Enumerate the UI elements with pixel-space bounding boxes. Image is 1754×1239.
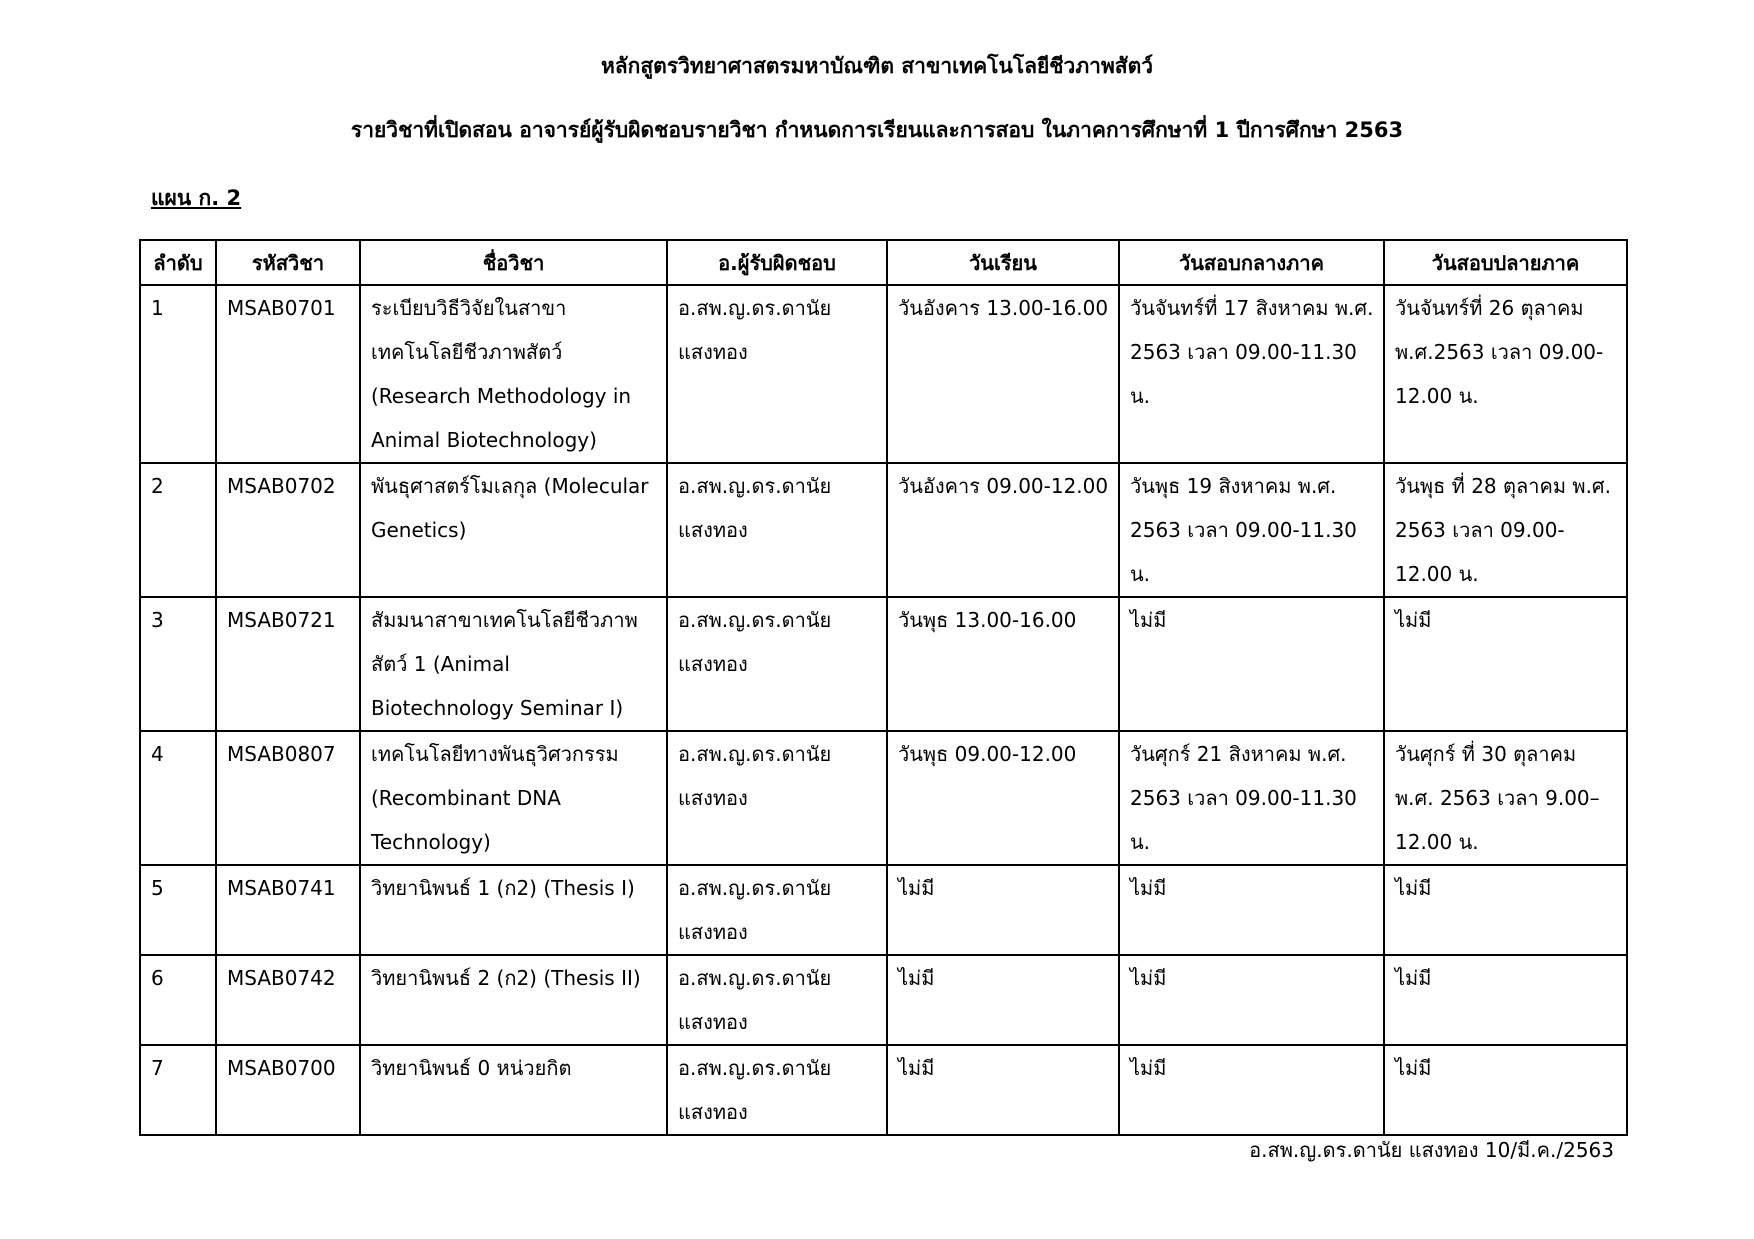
cell-course-code: MSAB0742 xyxy=(216,955,360,1045)
header-course-name: ชื่อวิชา xyxy=(360,240,667,285)
cell-midterm-exam: ไม่มี xyxy=(1119,597,1384,731)
header-final-exam: วันสอบปลายภาค xyxy=(1384,240,1627,285)
cell-class-day: วันพุธ 13.00-16.00 xyxy=(887,597,1119,731)
cell-instructor: อ.สพ.ญ.ดร.ดานัย แสงทอง xyxy=(667,285,887,463)
cell-midterm-exam: ไม่มี xyxy=(1119,955,1384,1045)
cell-instructor: อ.สพ.ญ.ดร.ดานัย แสงทอง xyxy=(667,955,887,1045)
cell-midterm-exam: วันจันทร์ที่ 17 สิงหาคม พ.ศ. 2563 เวลา 09.00-11.30 น. xyxy=(1119,285,1384,463)
cell-midterm-exam: ไม่มี xyxy=(1119,1045,1384,1135)
cell-course-name: วิทยานิพนธ์ 0 หน่วยกิต xyxy=(360,1045,667,1135)
cell-course-name: วิทยานิพนธ์ 2 (ก2) (Thesis II) xyxy=(360,955,667,1045)
table-row xyxy=(140,463,1627,597)
table-row xyxy=(140,865,1627,955)
cell-course-code: MSAB0701 xyxy=(216,285,360,463)
table-row xyxy=(140,731,1627,865)
cell-course-name: วิทยานิพนธ์ 1 (ก2) (Thesis I) xyxy=(360,865,667,955)
cell-course-name: เทคโนโลยีทางพันธุวิศวกรรม (Recombinant DNA Technology) xyxy=(360,731,667,865)
plan-label: แผน ก. 2 xyxy=(151,186,242,210)
cell-course-code: MSAB0700 xyxy=(216,1045,360,1135)
cell-final-exam: ไม่มี xyxy=(1384,1045,1627,1135)
header-instructor: อ.ผู้รับผิดชอบ xyxy=(667,240,887,285)
table-row xyxy=(140,285,1627,463)
document-subtitle: รายวิชาที่เปิดสอน อาจารย์ผู้รับผิดชอบรายวิชา กำหนดการเรียนและการสอบ ในภาคการศึกษาที่ 1 ปีการศึกษา 2563 xyxy=(350,118,1404,142)
cell-final-exam: วันจันทร์ที่ 26 ตุลาคม พ.ศ.2563 เวลา 09.00-12.00 น. xyxy=(1384,285,1627,463)
table-row xyxy=(140,1045,1627,1135)
cell-course-name: สัมมนาสาขาเทคโนโลยีชีวภาพสัตว์ 1 (Animal Biotechnology Seminar I) xyxy=(360,597,667,731)
cell-course-name: ระเบียบวิธีวิจัยในสาขาเทคโนโลยีชีวภาพสัตว์ (Research Methodology in Animal Biotechnology) xyxy=(360,285,667,463)
cell-midterm-exam: ไม่มี xyxy=(1119,865,1384,955)
cell-instructor: อ.สพ.ญ.ดร.ดานัย แสงทอง xyxy=(667,597,887,731)
cell-midterm-exam: วันพุธ 19 สิงหาคม พ.ศ. 2563 เวลา 09.00-11.30 น. xyxy=(1119,463,1384,597)
cell-no: 1 xyxy=(140,285,216,463)
table-header xyxy=(140,240,1627,285)
cell-course-code: MSAB0807 xyxy=(216,731,360,865)
table-row xyxy=(140,955,1627,1045)
cell-no: 4 xyxy=(140,731,216,865)
cell-course-name: พันธุศาสตร์โมเลกุล (Molecular Genetics) xyxy=(360,463,667,597)
cell-class-day: วันพุธ 09.00-12.00 xyxy=(887,731,1119,865)
document-title: หลักสูตรวิทยาศาสตรมหาบัณฑิต สาขาเทคโนโลยีชีวภาพสัตว์ xyxy=(600,54,1154,78)
header-no: ลำดับ xyxy=(140,240,216,285)
header-class-day: วันเรียน xyxy=(887,240,1119,285)
cell-no: 2 xyxy=(140,463,216,597)
cell-final-exam: ไม่มี xyxy=(1384,955,1627,1045)
cell-course-code: MSAB0721 xyxy=(216,597,360,731)
cell-midterm-exam: วันศุกร์ 21 สิงหาคม พ.ศ. 2563 เวลา 09.00-11.30 น. xyxy=(1119,731,1384,865)
cell-class-day: ไม่มี xyxy=(887,1045,1119,1135)
cell-course-code: MSAB0741 xyxy=(216,865,360,955)
cell-class-day: ไม่มี xyxy=(887,865,1119,955)
cell-no: 7 xyxy=(140,1045,216,1135)
cell-no: 3 xyxy=(140,597,216,731)
cell-no: 5 xyxy=(140,865,216,955)
header-row xyxy=(140,240,1627,285)
footer-note: อ.สพ.ญ.ดร.ดานัย แสงทอง 10/มี.ค./2563 xyxy=(1249,1138,1614,1162)
cell-class-day: วันอังคาร 13.00-16.00 xyxy=(887,285,1119,463)
course-schedule-table xyxy=(139,239,1628,1136)
cell-instructor: อ.สพ.ญ.ดร.ดานัย แสงทอง xyxy=(667,1045,887,1135)
cell-final-exam: ไม่มี xyxy=(1384,865,1627,955)
cell-final-exam: วันพุธ ที่ 28 ตุลาคม พ.ศ. 2563 เวลา 09.00-12.00 น. xyxy=(1384,463,1627,597)
header-course-code: รหัสวิชา xyxy=(216,240,360,285)
cell-class-day: วันอังคาร 09.00-12.00 xyxy=(887,463,1119,597)
cell-final-exam: ไม่มี xyxy=(1384,597,1627,731)
cell-class-day: ไม่มี xyxy=(887,955,1119,1045)
header-midterm-exam: วันสอบกลางภาค xyxy=(1119,240,1384,285)
cell-instructor: อ.สพ.ญ.ดร.ดานัย แสงทอง xyxy=(667,463,887,597)
cell-instructor: อ.สพ.ญ.ดร.ดานัย แสงทอง xyxy=(667,731,887,865)
cell-no: 6 xyxy=(140,955,216,1045)
cell-final-exam: วันศุกร์ ที่ 30 ตุลาคม พ.ศ. 2563 เวลา 9.00–12.00 น. xyxy=(1384,731,1627,865)
cell-instructor: อ.สพ.ญ.ดร.ดานัย แสงทอง xyxy=(667,865,887,955)
table-row xyxy=(140,597,1627,731)
cell-course-code: MSAB0702 xyxy=(216,463,360,597)
table-body xyxy=(140,285,1627,1135)
